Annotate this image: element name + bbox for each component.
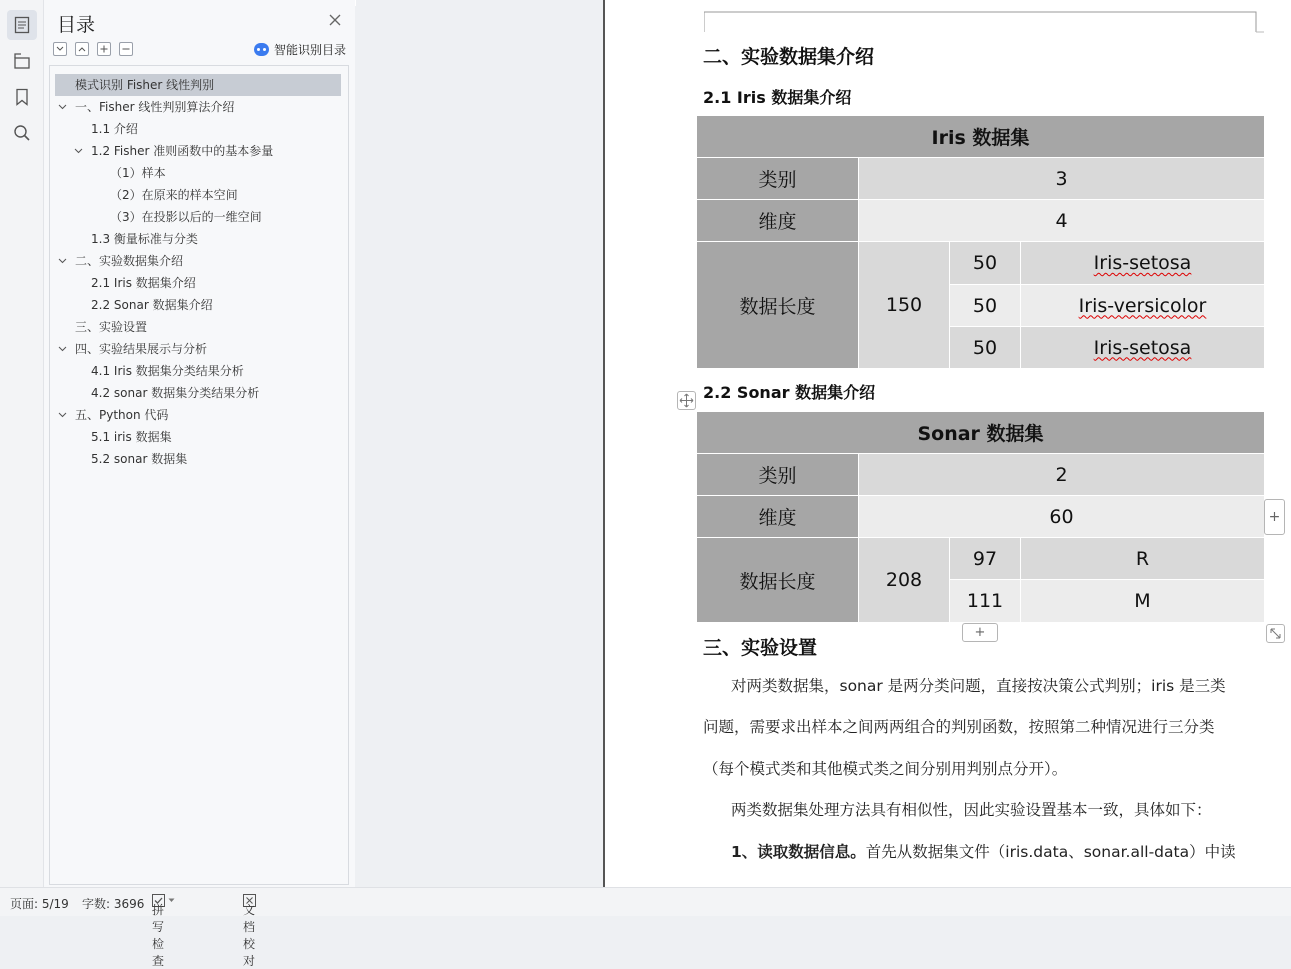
toc-item[interactable] <box>91 448 187 470</box>
chevron-down-icon[interactable] <box>57 404 67 426</box>
toc-item-label: （3）在投影以后的一维空间 <box>110 210 262 224</box>
paragraph-line: （每个模式类和其他模式类之间分别用判别点分开）。 <box>703 760 1068 778</box>
iris-dim-value: 4 <box>859 200 1264 241</box>
toc-item-label: 1.2 Fisher 准则函数中的基本参量 <box>91 144 274 158</box>
sonar-row-count: 97 <box>950 538 1020 579</box>
toc-panel-icon[interactable] <box>7 10 37 40</box>
toc-item-label: 5.1 iris 数据集 <box>91 430 172 444</box>
iris-table-title: Iris 数据集 <box>697 116 1264 157</box>
toc-list <box>49 65 349 885</box>
toc-toolbar <box>53 42 133 56</box>
toc-item-label: 1.3 衡量标准与分类 <box>91 232 198 246</box>
toc-item[interactable] <box>110 184 238 206</box>
toc-item-label: 二、实验数据集介绍 <box>75 254 184 268</box>
section2-heading: 二、实验数据集介绍 <box>703 46 875 68</box>
collapse-all-icon[interactable] <box>53 42 67 56</box>
sonar-row-name: R <box>1021 538 1264 579</box>
toc-item[interactable] <box>110 162 166 184</box>
toc-item[interactable] <box>75 96 234 118</box>
sonar-dim-label: 维度 <box>697 496 858 537</box>
iris-row-name <box>1021 327 1264 368</box>
table-move-handle[interactable] <box>677 391 696 410</box>
sonar-row-name: M <box>1021 580 1264 622</box>
toc-item-label: 1.1 介绍 <box>91 122 138 136</box>
paragraph-line: 两类数据集处理方法具有相似性，因此实验设置基本一致，具体如下： <box>731 801 1212 819</box>
toc-item[interactable] <box>75 250 183 272</box>
iris-row-count: 50 <box>950 242 1020 284</box>
chevron-down-icon[interactable] <box>57 250 67 272</box>
sonar-length-label: 数据长度 <box>697 538 858 622</box>
toc-item[interactable] <box>91 272 196 294</box>
iris-length-value: 150 <box>859 242 949 368</box>
section3-heading: 三、实验设置 <box>703 637 818 659</box>
iris-row-name-text: Iris-setosa <box>1093 336 1192 359</box>
toc-item-label: 2.1 Iris 数据集介绍 <box>91 276 196 290</box>
side-rail <box>0 0 44 887</box>
iris-row-count: 50 <box>950 327 1020 368</box>
paragraph-line: 对两类数据集，sonar 是两分类问题，直接按决策公式判别；iris 是三类 <box>731 677 1226 695</box>
table-resize-handle[interactable] <box>1266 624 1285 643</box>
iris-dim-label: 维度 <box>697 200 858 241</box>
iris-class-label: 类别 <box>697 158 858 199</box>
search-icon[interactable] <box>7 118 37 148</box>
toc-item[interactable] <box>91 228 198 250</box>
sonar-class-value: 2 <box>859 454 1264 495</box>
iris-length-label: 数据长度 <box>697 242 858 368</box>
toc-item[interactable] <box>55 74 341 96</box>
proofread-button[interactable] <box>243 894 256 968</box>
close-icon[interactable] <box>327 12 343 28</box>
spell-check-label: 拼写检查 <box>152 903 165 968</box>
toc-item-label: 四、实验结果展示与分析 <box>75 342 208 356</box>
iris-row-count: 50 <box>950 285 1020 326</box>
sonar-table-title: Sonar 数据集 <box>697 412 1264 453</box>
paragraph-line: 问题，需要求出样本之间两两组合的判别函数，按照第二种情况进行三分类 <box>703 718 1215 736</box>
toc-item[interactable] <box>91 360 244 382</box>
iris-heading: 2.1 Iris 数据集介绍 <box>703 88 852 107</box>
chevron-down-icon[interactable] <box>57 96 67 118</box>
iris-row-name-text: Iris-versicolor <box>1078 294 1207 317</box>
iris-row-name <box>1021 285 1264 326</box>
page-indicator[interactable]: 页面: 5/19 <box>10 897 69 911</box>
status-bar <box>0 887 1291 968</box>
iris-class-value: 3 <box>859 158 1264 199</box>
toc-item[interactable] <box>75 404 168 426</box>
proofread-label: 文档校对 <box>243 903 256 968</box>
toc-item-label: 一、Fisher 线性判别算法介绍 <box>75 100 235 114</box>
bookmark-icon[interactable] <box>7 82 37 112</box>
add-row-button[interactable]: + <box>962 623 998 642</box>
toc-item-label: 模式识别 Fisher 线性判别 <box>75 78 215 92</box>
toc-item[interactable] <box>91 140 273 162</box>
header-margin-marks <box>704 10 1264 34</box>
step-text: 首先从数据集文件（iris.data、sonar.all-data）中读 <box>865 843 1236 861</box>
sonar-class-label: 类别 <box>697 454 858 495</box>
toc-item-label: 5.2 sonar 数据集 <box>91 452 188 466</box>
spell-check-button[interactable] <box>152 894 175 968</box>
toc-item-label: 2.2 Sonar 数据集介绍 <box>91 298 213 312</box>
move-icon <box>678 392 695 409</box>
toc-item-label: 五、Python 代码 <box>75 408 169 422</box>
remove-heading-icon[interactable] <box>119 42 133 56</box>
toc-item-label: （1）样本 <box>110 166 166 180</box>
smart-toc-label: 智能识别目录 <box>273 43 346 57</box>
paragraph-line <box>731 831 1271 873</box>
expand-up-icon[interactable] <box>75 42 89 56</box>
add-heading-icon[interactable] <box>97 42 111 56</box>
word-count[interactable]: 字数: 3696 <box>82 897 145 911</box>
add-column-button[interactable]: + <box>1264 499 1285 535</box>
sonar-row-count: 111 <box>950 580 1020 622</box>
toc-item-label: 4.1 Iris 数据集分类结果分析 <box>91 364 244 378</box>
toc-item[interactable] <box>110 206 262 228</box>
iris-row-name <box>1021 242 1264 284</box>
toc-item[interactable] <box>91 294 213 316</box>
toc-item[interactable] <box>91 382 259 404</box>
robot-icon <box>254 43 269 56</box>
toc-item[interactable] <box>91 426 172 448</box>
resize-icon <box>1267 625 1284 642</box>
toc-title: 目录 <box>57 14 96 36</box>
toc-item-label: 4.2 sonar 数据集分类结果分析 <box>91 386 260 400</box>
toc-panel <box>44 0 355 887</box>
step-title: 1、读取数据信息。 <box>731 843 866 861</box>
smart-toc-button[interactable] <box>254 41 346 58</box>
chevron-down-icon[interactable] <box>57 338 67 360</box>
navigation-icon[interactable] <box>7 46 37 76</box>
sonar-heading: 2.2 Sonar 数据集介绍 <box>703 383 876 402</box>
toc-item[interactable] <box>91 118 138 140</box>
chevron-down-icon[interactable] <box>73 140 83 162</box>
iris-row-name-text: Iris-setosa <box>1093 252 1192 274</box>
toc-item-label: （2）在原来的样本空间 <box>110 188 238 202</box>
toc-item-label: 三、实验设置 <box>75 320 148 334</box>
toc-item[interactable] <box>75 338 207 360</box>
sonar-length-value: 208 <box>859 538 949 622</box>
sonar-dim-value: 60 <box>859 496 1264 537</box>
toc-item[interactable] <box>75 316 147 338</box>
